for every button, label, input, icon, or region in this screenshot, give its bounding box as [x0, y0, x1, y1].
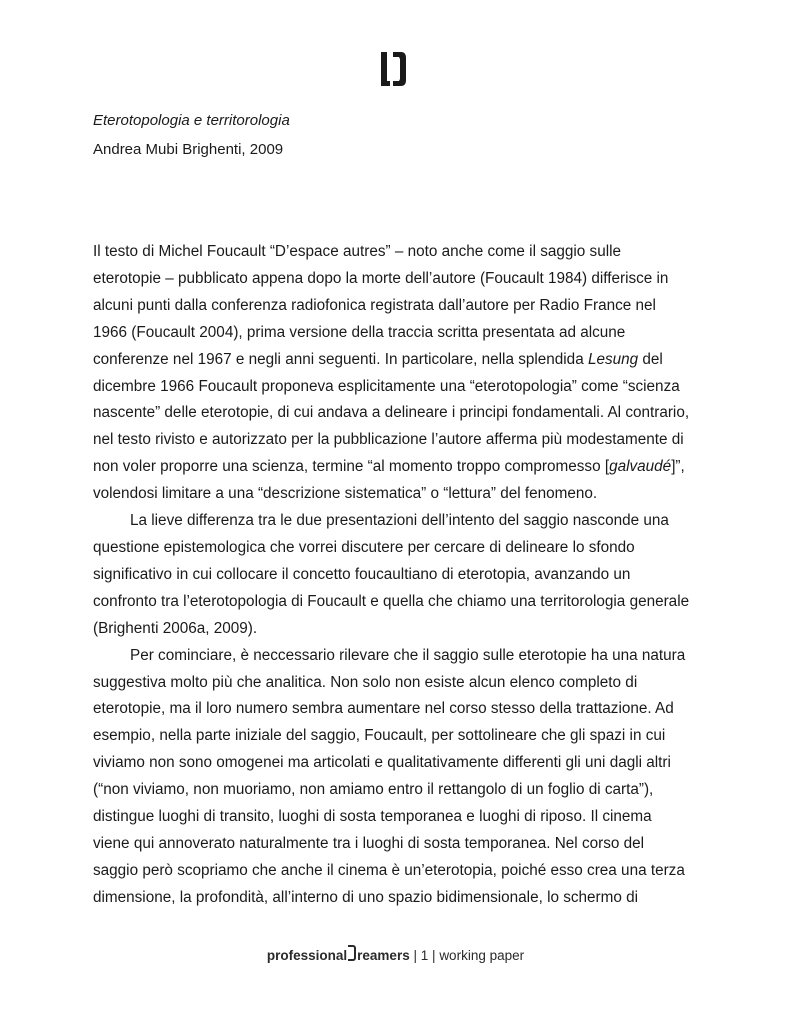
- text-line: [93, 858, 705, 885]
- text-line: [93, 535, 705, 562]
- text-segment: eterotopie – pubblicato appena dopo la morte dell’autore (Foucault 1984) differisce in: [93, 269, 669, 287]
- text-segment: volendosi limitare a una “descrizione sistematica” o “lettura” del fenomeno.: [93, 485, 598, 503]
- text-line: [93, 427, 705, 454]
- page-footer: [0, 945, 791, 963]
- text-line: [93, 616, 705, 643]
- text-line: [93, 266, 705, 293]
- paper-title: Eterotopologia e territorologia: [93, 112, 290, 129]
- text-line: [93, 562, 705, 589]
- text-line: [93, 670, 705, 697]
- text-segment: conferenze nel 1967 e negli anni seguenti. In particolare, nella splendida: [93, 350, 588, 368]
- italic-term: Lesung: [587, 350, 639, 368]
- text-line: [93, 777, 705, 804]
- text-segment: questione epistemologica che vorrei discutere per cercare di delineare lo sfondo: [93, 538, 635, 556]
- text-segment: distingue luoghi di transito, luoghi di sosta temporanea e luoghi di riposo. Il cinema: [93, 808, 652, 826]
- paragraph: [93, 643, 705, 912]
- text-line: [93, 481, 705, 508]
- text-segment: non voler proporre una scienza, termine “al momento troppo compromesso [: [93, 458, 610, 476]
- footer-separator: |: [413, 948, 417, 963]
- text-segment: confronto tra l’eterotopologia di Foucault e quella che chiamo una territorologia generale: [93, 592, 690, 610]
- text-line: [93, 831, 705, 858]
- footer-brand: [267, 948, 410, 963]
- footer-brand-prefix: professional: [266, 948, 348, 963]
- text-line: [93, 589, 705, 616]
- ld-monogram-logo: [378, 50, 408, 88]
- text-segment: eterotopie, ma il loro numero sembra aumentare nel corso stesso della trattazione. Ad: [93, 700, 674, 718]
- text-segment: (Brighenti 2006a, 2009).: [93, 619, 258, 637]
- text-line: [93, 239, 705, 266]
- text-segment: nascente” delle eterotopie, di cui andava a delineare i principi fondamentali. Al contrario,: [93, 404, 690, 422]
- text-segment: dicembre 1966 Foucault proponeva esplicitamente una “eterotopologia” come “scienza: [93, 377, 680, 395]
- text-segment: significativo in cui collocare il concetto foucaultiano di eterotopia, avanzando un: [93, 565, 631, 583]
- text-line: [93, 320, 705, 347]
- text-line: [93, 293, 705, 320]
- footer-label: working paper: [439, 948, 525, 963]
- page-number: 1: [420, 948, 429, 963]
- text-line: [93, 508, 705, 535]
- text-segment: suggestiva molto più che analitica. Non solo non esiste alcun elenco completo di: [93, 673, 638, 691]
- paragraph: [93, 508, 705, 643]
- text-segment: viviamo non sono omogenei ma articolati e qualitativamente differenti gli uni dagli altri: [93, 754, 671, 772]
- text-line: [93, 400, 705, 427]
- text-line: [93, 374, 705, 401]
- text-line: [93, 347, 705, 374]
- text-segment: alcuni punti dalla conferenza radiofonica registrata dall’autore per Radio France nel: [93, 296, 656, 314]
- text-segment: Il testo di Michel Foucault “D’espace autres” – noto anche come il saggio sulle: [93, 243, 622, 260]
- text-segment: La lieve differenza tra le due presentazioni dell’intento del saggio nasconde una: [130, 512, 669, 530]
- text-segment: saggio però scopriamo che anche il cinema è un’eterotopia, poiché esso crea una terza: [93, 861, 685, 879]
- text-segment: (“non viviamo, non muoriamo, non amiamo entro il rettangolo di un foglio di carta”),: [93, 781, 654, 799]
- text-segment: ]”,: [671, 458, 685, 476]
- text-segment: dimensione, la profondità, all’interno di uno spazio bidimensionale, lo schermo di: [93, 888, 639, 906]
- document-header: [93, 106, 290, 164]
- text-line: [93, 885, 705, 912]
- brand-mark-icon: [348, 945, 356, 961]
- text-line: [93, 643, 705, 670]
- text-line: [93, 696, 705, 723]
- text-line: [93, 804, 705, 831]
- text-line: [93, 454, 705, 481]
- text-segment: 1966 (Foucault 2004), prima versione della traccia scritta presentata ad alcune: [93, 323, 626, 341]
- body-text: [93, 239, 705, 912]
- text-segment: Per cominciare, è neccessario rilevare che il saggio sulle eterotopie ha una natura: [130, 646, 686, 664]
- footer-separator: |: [432, 948, 436, 963]
- text-segment: nel testo rivisto e autorizzato per la pubblicazione l’autore afferma più modestamente di: [93, 431, 684, 449]
- footer-brand-suffix: reamers: [357, 948, 410, 963]
- text-segment: viene qui annoverato naturalmente tra i luoghi di sosta temporanea. Nel corso del: [93, 834, 645, 852]
- italic-term: galvaudé: [609, 458, 672, 476]
- text-line: [93, 723, 705, 750]
- text-segment: esempio, nella parte iniziale del saggio, Foucault, per sottolineare che gli spazi in cui: [93, 727, 666, 745]
- paragraph: [93, 239, 705, 508]
- text-line: [93, 750, 705, 777]
- text-segment: del: [638, 350, 663, 368]
- author-line: Andrea Mubi Brighenti, 2009: [93, 141, 284, 158]
